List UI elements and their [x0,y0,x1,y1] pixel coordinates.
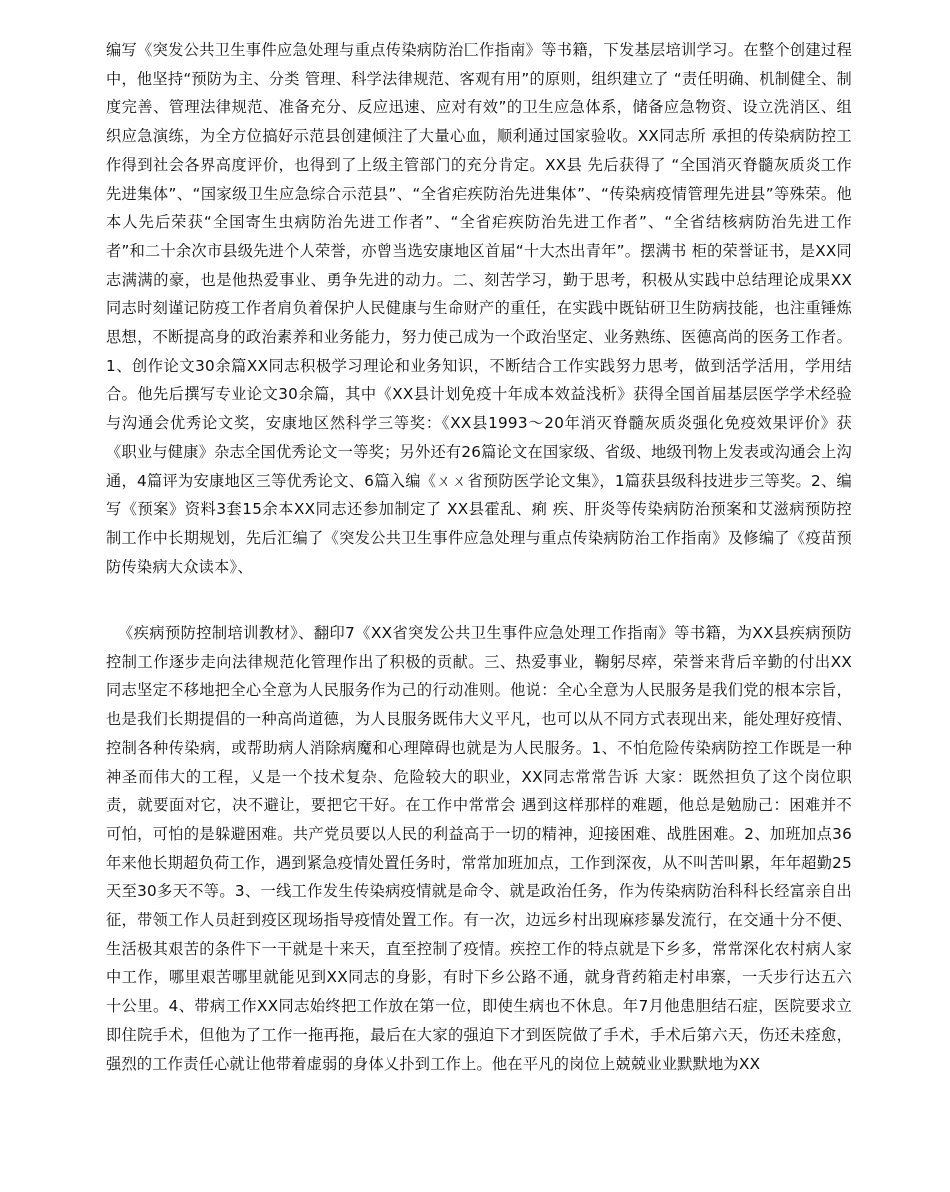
body-paragraph-1: 编写《突发公共卫生事件应急处理与重点传染病防治匚作指南》等书籍，下发基层培训学习。在整个创建过程中，他坚持“预防为主、分类 管理、科学法律规范、客观有用”的原则，组织建立了 “责任明确、机制健全、制度完善、管理法律规范、准备充分、反应迅速、应对有效”的卫生应急体系，储备应急物资、设立洗消区、组织应急演练，为全方位搞好示范县创建倾注了大量心血，顺利通过国家验收。XX同志所 承担的传染病防控工作得到社会各界高度评价，也得到了上级主管部门的充分肯定。XX县 先后获得了 “全国消灭脊髓灰质炎工作先进集体”、“国家级卫生应急综合示范县”、“全省疟疾防治先进集体”、“传染病疫情管理先进县”等殊荣。他本人先后荣获“全国寄生虫病防治先进工作者”、“全省疟疾防治先进工作者”、“全省结核病防治先进工作 者”和二十余次市县级先进个人荣誉，亦曾当选安康地区首届“十大杰出青年”。摆满书 柜的荣誉证书，是XX同志满满的豪，也是他热爱事业、勇争先进的动力。二、刻苦学习，勤于思考，积极从实践中总结理论成果XX同志时刻谨记防疫工作者肩负着保护人民健康与生命财产的重任，在实践中既钻研卫生防病技能，也注重锤炼思想，不断提高身的政治素养和业务能力，努力使己成为一个政治坚定、业务熟练、医德高尚的医务工作者。1、创作论文30余篇XX同志积极学习理论和业务知识，不断结合工作实践努力思考，做到活学活用，学用结合。他先后撰写专业论文30余篇，其中《XX县计划免疫十年成本效益浅析》获得全国首届基层医学学术经验与沟通会优秀论文奖，安康地区然科学三等奖：《XX县1993〜20年消灭脊髓灰质炎强化免疫效果评价》获《职业与健康》杂志全国优秀论文一等奖；另外还有26篇论文在国家级、省级、地级刊物上发表或沟通会上沟通，4篇评为安康地区三等优秀论文、6篇入编《ㄨㄨ省预防医学论文集》，1篇获县级科技进步三等奖。2、编写《预案》资料3套15余本XX同志还参加制定了 XX县霍乱、痢 疾、肝炎等传染病防治预案和艾滋病预防控制工作中长期规划，先后汇编了《突发公共卫生事件应急处理与重点传染病防治工作指南》及修编了《疫苗预防传染病大众读本》、 [106,41,852,576]
body-paragraph-2: 《疾病预防控制培训教材》、翻印7《XX省突发公共卫生事件应急处理工作指南》等书籍，为XX县疾病预防控制工作逐步走向法律规范化管理作出了积极的贡献。三、热爱事业，鞠躬尽瘁，荣誉来背后辛勤的付出XX同志坚定不移地把全心全意为人民服务作为己的行动准则。他说：全心全意为人民服务是我们党的根本宗旨，也是我们长期提倡的一种高尚道德，为人艮服务既伟大义平凡，也可以从不同方式表现出来，能处理好疫情、控制各种传染病，或帮助病人消除病魔和心理障碍也就是为人民服务。1、不怕危险传染病防控工作既是一种神圣而伟大的工程，乂是一个技术复杂、危险较大的职业，XX同志常常告诉 大家：既然担负了这个岗位职责，就要面对它，决不避让，要把它干好。在工作中常常会 遇到这样那样的难题，他总是勉励己：困难并不可怕，可怕的是躲避困难。共产党员要以人民的利益高于一切的精神，迎接困难、战胜困难。2、加班加点36年来他长期超负荷工作，遇到紧急疫情处置任务时，常常加班加点，工作到深夜，从不叫苦叫累，年年超勤25天至30多天不等。3、一线工作发生传染病疫情就是命令、就是政治任务，作为传染病防治科科长经富亲自出征，带领工作人员赶到疫区现场指导疫情处置工作。有一次，边远乡村出现麻疹暴发流行，在交通十分不便、生活极其艰苦的条件下一干就是十来天，直至控制了疫情。疾控工作的特点就是下乡多，常常深化农村病人家中工作，哪里艰苦哪里就能见到XX同志的身影，有时下乡公路不通，就身背药箱走村串寨，一夭步行达五六十公里。4、带病工作XX同志始终把工作放在第一位，即使生病也不休息。年7月他患胆结石症，医院要求立即住院手术，但他为了工作一拖再拖，最后在大家的强迫下才到医院做了手术，手术后第六天，伤还未痊愈，强烈的工作责任心就让他带着虚弱的身体乂扑到工作上。他在平凡的岗位上兢兢业业默默地为XX [106,624,852,1073]
